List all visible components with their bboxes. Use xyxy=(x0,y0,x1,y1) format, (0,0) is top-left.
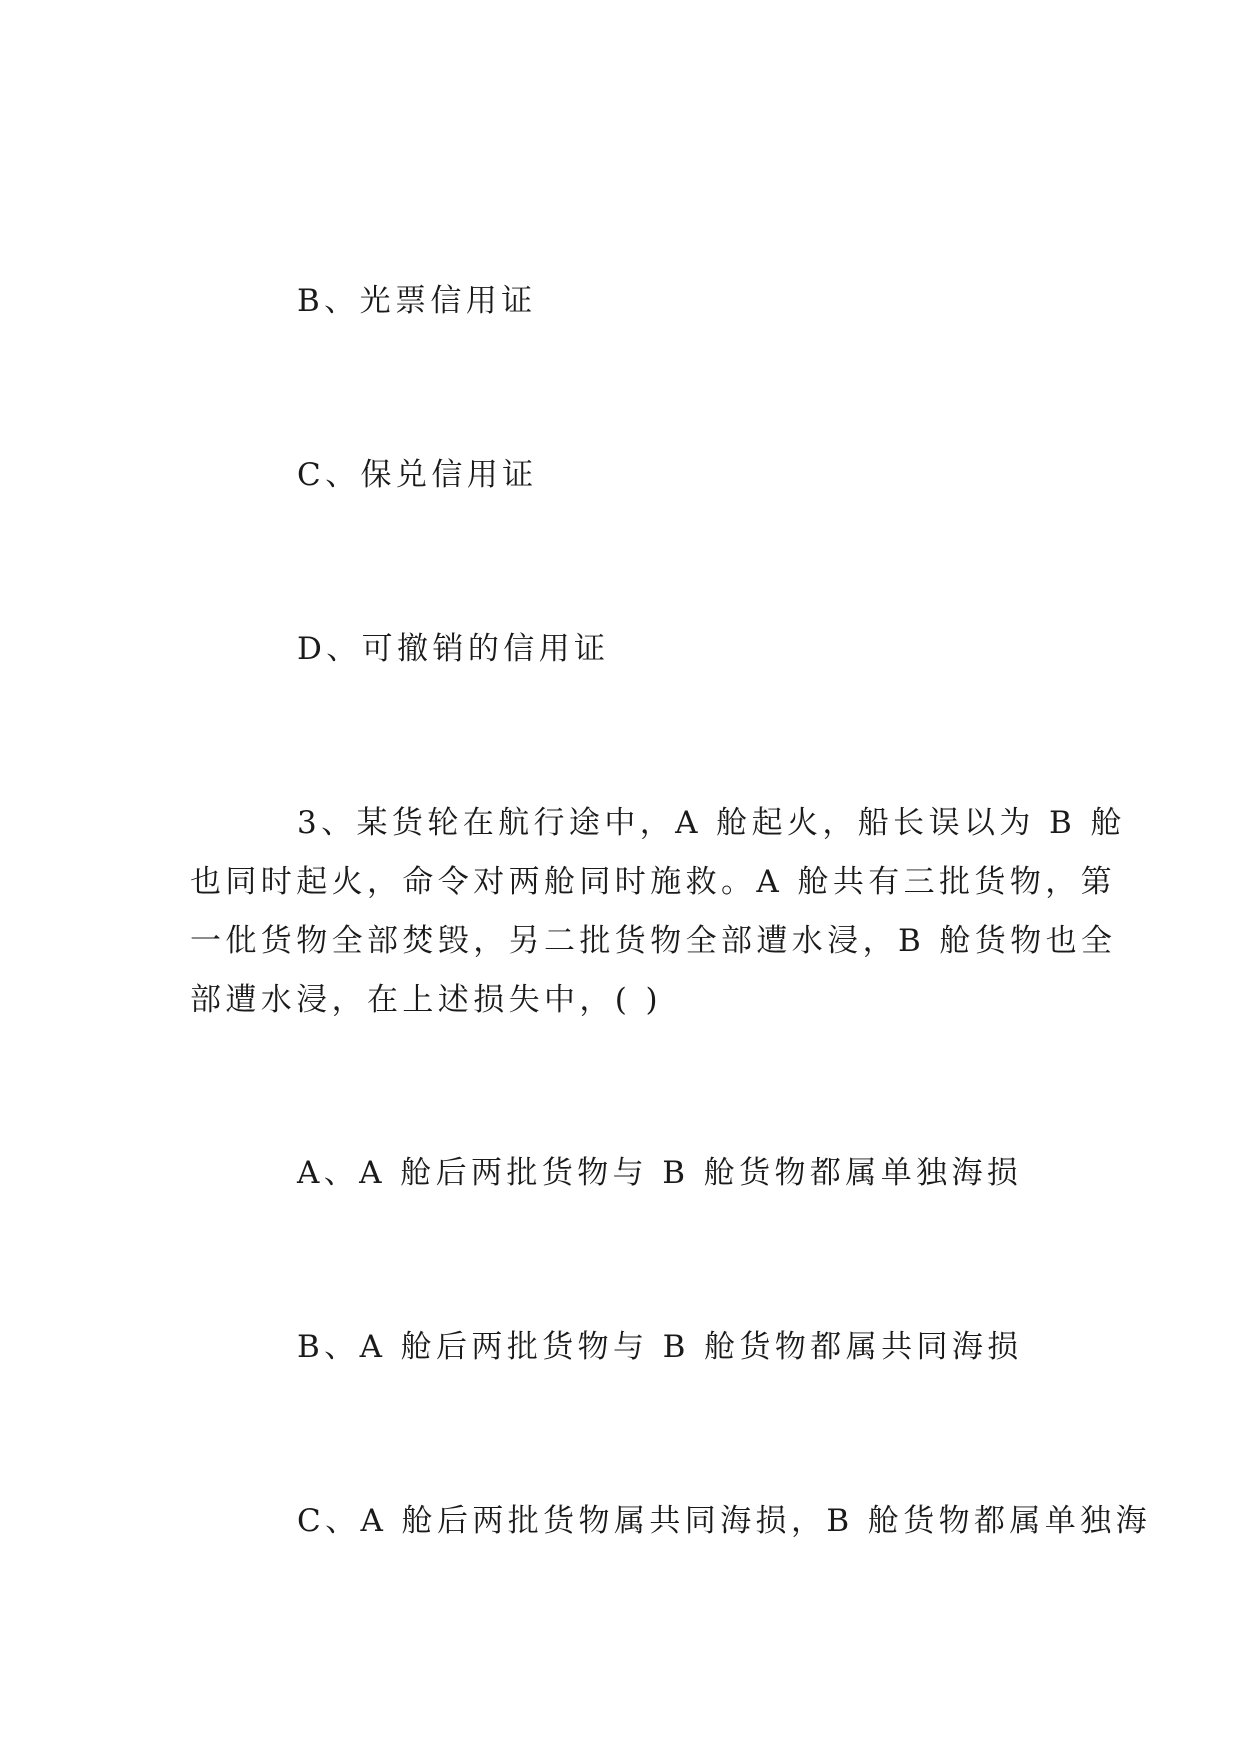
option-d-prev: D、可撤销的信用证 xyxy=(297,631,610,667)
option-b-prev: B、光票信用证 xyxy=(297,283,537,319)
option-b: B、A 舱后两批货物与 B 舱货物都属共同海损 xyxy=(297,1329,1023,1365)
option-a: A、A 舱后两批货物与 B 舱货物都属单独海损 xyxy=(297,1155,1023,1191)
question-3-line-3: 一仳货物全部焚毁，另二批货物全部遭水浸，B 舱货物也全 xyxy=(190,923,1117,959)
question-3-line-1: 3、某货轮在航行途中，A 舱起火，船长误以为 B 舱 xyxy=(297,805,1126,841)
question-3-line-2: 也同时起火，命令对两舱同时施救。A 舱共有三批货物，第 xyxy=(190,864,1117,900)
option-c: C、A 舱后两批货物属共同海损，B 舱货物都属单独海 xyxy=(297,1503,1151,1539)
option-c-prev: C、保兑信用证 xyxy=(297,457,538,493)
question-3-line-4: 部遭水浸，在上述损失中，( ) xyxy=(190,982,663,1018)
